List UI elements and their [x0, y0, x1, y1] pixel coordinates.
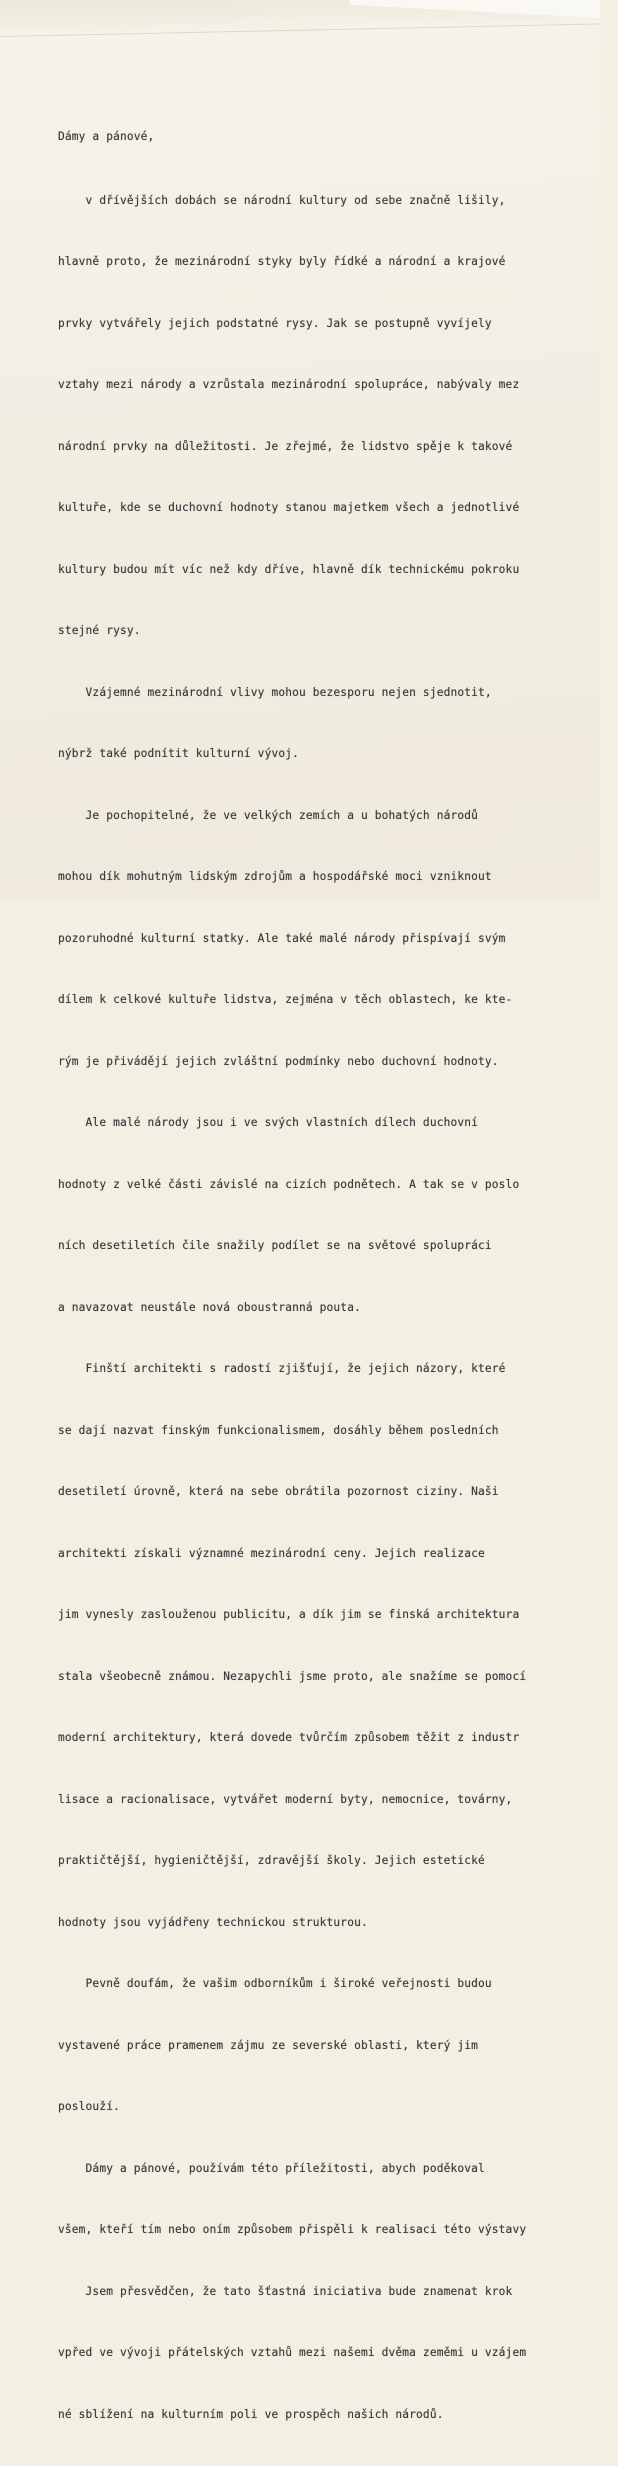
text-line: jim vynesly zaslouženou publicitu, a dík jim se finská architektura: [58, 1608, 520, 1621]
text-line: hodnoty jsou vyjádřeny technickou strukturou.: [58, 1915, 368, 1929]
text-line: stejné rysy.: [58, 624, 141, 637]
text-line: poslouží.: [58, 2100, 120, 2113]
text-line: pozoruhodné kulturní statky. Ale také malé národy přispívají svým: [58, 931, 506, 945]
text-line: v dřívějších dobách se národní kultury od sebe značně lišily,: [58, 193, 506, 207]
text-line: moderní architektury, která dovede tvůrčím způsobem těžit z industr: [58, 1731, 520, 1744]
text-line: nýbrž také podnítit kulturní vývoj.: [58, 747, 299, 760]
text-line: vztahy mezi národy a vzrůstala mezinárodní spolupráce, nabývaly mez: [58, 378, 520, 391]
text-line: ních desetiletích čile snažily podílet se na světové spolupráci: [58, 1239, 492, 1252]
text-line: mohou dík mohutným lidským zdrojům a hospodářské moci vzniknout: [58, 870, 492, 883]
text-line: Je pochopitelné, že ve velkých zemích a u bohatých národů: [58, 808, 479, 822]
text-line: všem, kteří tím nebo oním způsobem přispěli k realisaci této výstavy: [58, 2223, 527, 2236]
text-line: Vzájemné mezinárodní vlivy mohou bezesporu nejen sjednotit,: [58, 685, 492, 699]
text-line: praktičtější, hygieničtější, zdravější školy. Jejich estetické: [58, 1854, 485, 1867]
text-line: kultury budou mít víc než kdy dříve, hlavně dík technickému pokroku: [58, 562, 520, 576]
text-line: dílem k celkové kultuře lidstva, zejména v těch oblastech, ke kte-: [58, 993, 513, 1006]
text-line: vystavené práce pramenem zájmu ze severské oblasti, který jim: [58, 2038, 479, 2052]
text-line: národní prvky na důležitosti. Je zřejmé, že lidstvo spěje k takové: [58, 439, 513, 453]
text-line: vpřed ve vývoji přátelských vztahů mezi našemi dvěma zeměmi u vzájem: [58, 2346, 527, 2359]
salutation: Dámy a pánové,: [58, 130, 155, 143]
text-line: kultuře, kde se duchovní hodnoty stanou majetkem všech a jednotlivé: [58, 501, 520, 514]
text-line: Ale malé národy jsou i ve svých vlastních dílech duchovní: [58, 1116, 479, 1129]
text-line: né sblížení na kulturním poli ve prospěch našich národů.: [58, 2407, 444, 2421]
text-line: lisace a racionalisace, vytvářet moderní byty, nemocnice, továrny,: [58, 1792, 513, 1806]
text-line: architekti získali významné mezinárodní ceny. Jejich realizace: [58, 1546, 485, 1560]
text-line: hodnoty z velké části závislé na cizích podnětech. A tak se v poslo: [58, 1177, 520, 1191]
text-line: stala všeobecně známou. Nezapychli jsme proto, ale snažíme se pomocí: [58, 1669, 527, 1683]
text-line: desetiletí úrovně, která na sebe obrátila pozornost ciziny. Naši: [58, 1485, 499, 1498]
text-line: Finští architekti s radostí zjišťují, že jejich názory, které: [58, 1362, 506, 1375]
text-line: prvky vytvářely jejich podstatné rysy. Jak se postupně vyvíjely: [58, 316, 492, 330]
text-line: Pevně doufám, že vašim odborníkům i široké veřejnosti budou: [58, 1977, 492, 1990]
text-line: rým je přivádějí jejich zvláštní podmínky nebo duchovní hodnoty.: [58, 1054, 499, 1068]
typewritten-letter: [58, 86, 618, 2466]
text-line: se dají nazvat finským funkcionalismem, dosáhly během posledních: [58, 1423, 499, 1437]
text-line: hlavně proto, že mezinárodní styky byly řídké a národní a krajové: [58, 255, 506, 268]
text-line: Jsem přesvědčen, že tato šťastná iniciativa bude znamenat krok: [58, 2284, 513, 2298]
text-line: a navazovat neustále nová oboustranná pouta.: [58, 1300, 361, 1314]
text-line: Dámy a pánové, používám této příležitosti, abych poděkoval: [58, 2161, 485, 2175]
